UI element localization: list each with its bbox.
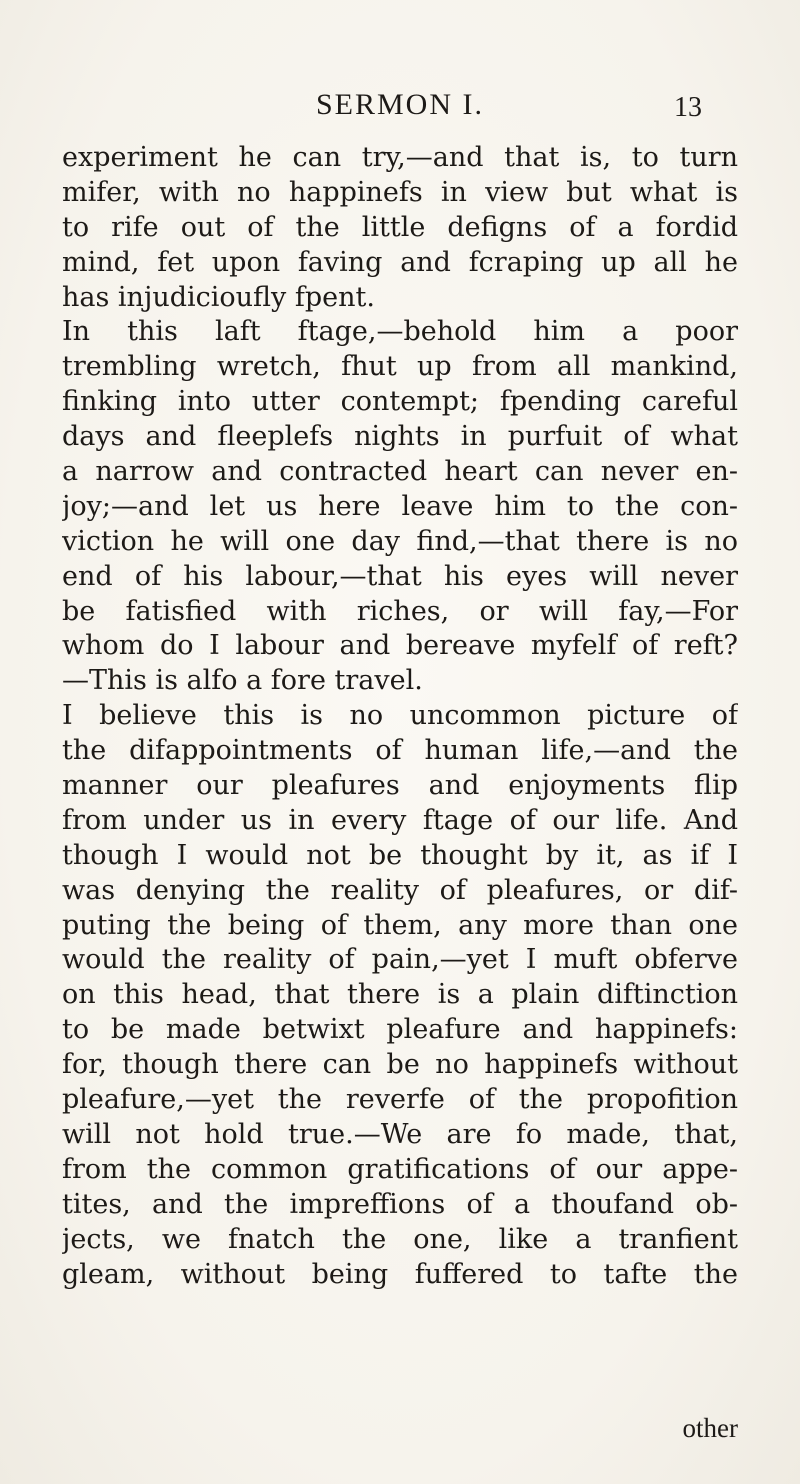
text-line: was denying the reality of pleafures, or dif- — [62, 874, 738, 906]
text-line: puting the being of them, any more than one — [62, 909, 738, 941]
text-line: joy;—and let us here leave him to the con- — [62, 490, 738, 522]
text-line: pleafure,—yet the reverfe of the propofition — [62, 1084, 738, 1116]
text-line: trembling wretch, fhut up from all mankind, — [62, 351, 738, 383]
text-line: for, though there can be no happinefs without — [62, 1049, 738, 1081]
text-line: though I would not be thought by it, as if I — [62, 839, 738, 871]
text-line: mind, fet upon faving and fcraping up all he — [62, 246, 738, 278]
text-line: be fatisfied with riches, or will fay,—For — [62, 595, 738, 627]
text-line: from the common gratifications of our appe- — [62, 1153, 738, 1185]
text-line: days and fleeplefs nights in purfuit of what — [62, 421, 738, 453]
text-line: jects, we fnatch the one, like a tranfient — [62, 1223, 738, 1255]
text-line: gleam, without being fuffered to tafte the — [62, 1258, 738, 1290]
text-line: —This is alfo a fore travel. — [62, 665, 423, 697]
text-line: whom do I labour and bereave myfelf of reft? — [62, 630, 738, 662]
text-line: I believe this is no uncommon picture of — [62, 700, 738, 732]
text-line: has injudicioufly fpent. — [62, 281, 375, 313]
text-line: viction he will one day find,—that there is no — [62, 525, 738, 557]
body-text — [62, 141, 738, 1292]
text-line: a narrow and contracted heart can never en- — [62, 456, 738, 488]
text-line: manner our pleafures and enjoyments flip — [62, 770, 738, 802]
text-line: the difappointments of human life,—and the — [62, 735, 738, 767]
text-line: would the reality of pain,—yet I muft obferve — [62, 944, 738, 976]
text-line: to rife out of the little defigns of a fordid — [62, 211, 738, 243]
text-line: end of his labour,—that his eyes will never — [62, 560, 738, 592]
text-line: In this laft ftage,—behold him a poor — [62, 316, 738, 348]
text-line: mifer, with no happinefs in view but what is — [62, 176, 738, 208]
text-line: will not hold true.—We are fo made, that, — [62, 1118, 738, 1150]
text-line: finking into utter contempt; fpending careful — [62, 386, 738, 418]
text-line: from under us in every ftage of our life. And — [62, 804, 738, 836]
running-head — [0, 88, 800, 128]
text-line: experiment he can try,—and that is, to turn — [62, 142, 738, 173]
running-head-title: SERMON I. — [315, 88, 484, 121]
text-line: tites, and the impreffions of a thoufand ob- — [62, 1188, 738, 1220]
text-line: to be made betwixt pleafure and happinefs: — [62, 1014, 738, 1046]
page-number: 13 — [674, 92, 702, 123]
text-line: on this head, that there is a plain diftinction — [62, 979, 738, 1011]
catchword: other — [682, 1413, 738, 1443]
